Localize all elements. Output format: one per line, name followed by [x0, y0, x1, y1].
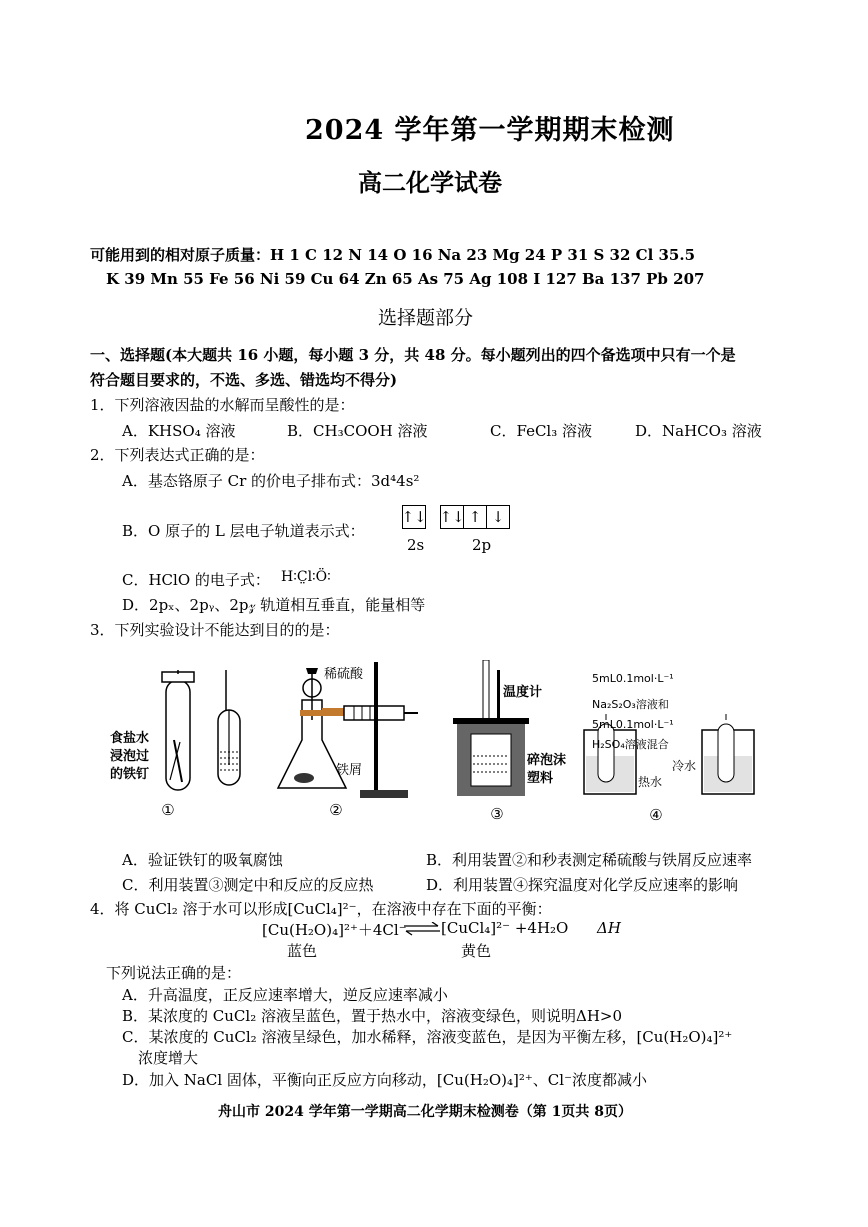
fig3-foam-label-2: 塑料 [527, 771, 554, 786]
q4-option-c-line1: C．某浓度的 CuCl₂ 溶液呈绿色，加水稀释，溶液变蓝色，是因为平衡左移，[Cu(H₂O)₄]²⁺ [122, 1028, 733, 1046]
exam-subtitle: 高二化学试卷 [358, 168, 502, 197]
q2-option-c: C．HClO 的电子式： [122, 571, 270, 589]
orbital-cell-2p-3: ↓ [491, 508, 505, 526]
q4-option-c-line2: 浓度增大 [138, 1049, 199, 1067]
orbital-cell-2s: ↑↓ [401, 508, 427, 526]
figure-2-syringe-apparatus [272, 660, 422, 805]
figure-1-iron-nail-apparatus [108, 670, 268, 805]
fig4-label-4: H₂SO₄溶液混合 [592, 738, 669, 751]
q2-option-d: D．2pₓ、2pᵧ、2p𝓏 轨道相互垂直，能量相等 [122, 596, 426, 614]
page-footer: 舟山市 2024 学年第一学期高二化学期末检测卷（第 1页共 8页） [218, 1104, 632, 1120]
figure-4-number: ④ [649, 806, 663, 824]
figure-4-temperature-baths [578, 670, 758, 800]
orbital-cell-2p-2: ↑ [464, 506, 487, 528]
figure-3-calorimeter [445, 660, 570, 805]
q3-option-a: A．验证铁钉的吸氧腐蚀 [122, 851, 283, 869]
figure-1-number: ① [161, 801, 175, 819]
q4-option-a: A．升高温度，正反应速率增大，逆反应速率减小 [122, 986, 448, 1004]
q4-equation-right: [CuCl₄]²⁻ +4H₂O [441, 919, 569, 937]
fig3-foam-label-1: 碎泡沫 [527, 753, 567, 768]
q1-option-d: D．NaHCO₃ 溶液 [635, 422, 762, 440]
q1-option-c: C．FeCl₃ 溶液 [490, 422, 592, 440]
q3-stem: 3．下列实验设计不能达到目的的是： [90, 621, 340, 639]
q1-option-a: A．KHSO₄ 溶液 [122, 422, 236, 440]
fig2-acid-label: 稀硫酸 [324, 667, 364, 682]
q2-option-b: B．O 原子的 L 层电子轨道表示式： [122, 522, 365, 540]
fig1-label-1: 食盐水 [110, 731, 150, 746]
q4-option-b: B．某浓度的 CuCl₂ 溶液呈蓝色，置于热水中，溶液变绿色，则说明ΔH>0 [122, 1007, 623, 1025]
q2-option-a: A．基态铬原子 Cr 的价电子排布式：3d⁴4s² [122, 472, 420, 490]
exam-title: 2024 学年第一学期期末检测 [305, 115, 675, 146]
q4-stem: 4．将 CuCl₂ 溶于水可以形成[CuCl₄]²⁻，在溶液中存在下面的平衡： [90, 900, 552, 918]
figure-3-number: ③ [490, 805, 504, 823]
q4-blue-label: 蓝色 [287, 942, 318, 960]
fig4-label-2: Na₂S₂O₃溶液和 [592, 698, 669, 711]
q1-option-b: B．CH₃COOH 溶液 [287, 422, 428, 440]
orbital-cell-2p-1: ↑↓ [439, 508, 465, 526]
fig2-iron-label: 铁屑 [336, 763, 363, 778]
orbital-label-2s: 2s [407, 536, 425, 554]
q4-delta-h: ΔH [597, 919, 621, 937]
equilibrium-arrows-icon [404, 922, 440, 936]
q4-equation-left: [Cu(H₂O)₄]²⁺＋4Cl⁻ [262, 921, 407, 939]
fig3-thermometer-label: 温度计 [503, 685, 543, 700]
fig1-label-2: 浸泡过 [110, 749, 150, 764]
q4-yellow-label: 黄色 [461, 942, 492, 960]
q4-option-d: D．加入 NaCl 固体，平衡向正反应方向移动，[Cu(H₂O)₄]²⁺、Cl⁻浓度都减小 [122, 1071, 647, 1089]
fig4-cold-water: 冷水 [672, 759, 697, 773]
section-instructions-line2: 符合题目要求的，不选、多选、错选均不得分) [90, 371, 398, 389]
section-title: 选择题部分 [378, 307, 474, 329]
q3-option-c: C．利用装置③测定中和反应的反应热 [122, 876, 374, 894]
q2-stem: 2．下列表达式正确的是： [90, 446, 265, 464]
orbital-box-2s [402, 505, 426, 529]
fig4-label-1: 5mL0.1mol·L⁻¹ [592, 672, 674, 685]
figure-2-number: ② [329, 801, 343, 819]
orbital-label-2p: 2p [472, 536, 492, 554]
q3-option-b: B．利用装置②和秒表测定稀硫酸与铁屑反应速率 [426, 851, 753, 869]
hclo-electron-formula: H∶C̤l∶Ö∶ [281, 569, 331, 585]
section-instructions-line1: 一、选择题(本大题共 16 小题，每小题 3 分，共 48 分。每小题列出的四个备选项中只有一个是 [90, 346, 736, 364]
q3-option-d: D．利用装置④探究温度对化学反应速率的影响 [426, 876, 739, 894]
q1-stem: 1．下列溶液因盐的水解而呈酸性的是： [90, 396, 355, 414]
fig4-hot-water: 热水 [638, 775, 663, 789]
orbital-box-2p [440, 505, 510, 529]
atomic-masses-line1: 可能用到的相对原子质量：H 1 C 12 N 14 O 16 Na 23 Mg 24 P 31 S 32 Cl 35.5 [90, 246, 696, 264]
fig1-label-3: 的铁钉 [110, 767, 150, 782]
fig4-label-3: 5mL0.1mol·L⁻¹ [592, 718, 674, 731]
q4-prompt: 下列说法正确的是： [106, 964, 242, 982]
atomic-masses-line2: K 39 Mn 55 Fe 56 Ni 59 Cu 64 Zn 65 As 75 Ag 108 I 127 Ba 137 Pb 207 [106, 270, 705, 288]
